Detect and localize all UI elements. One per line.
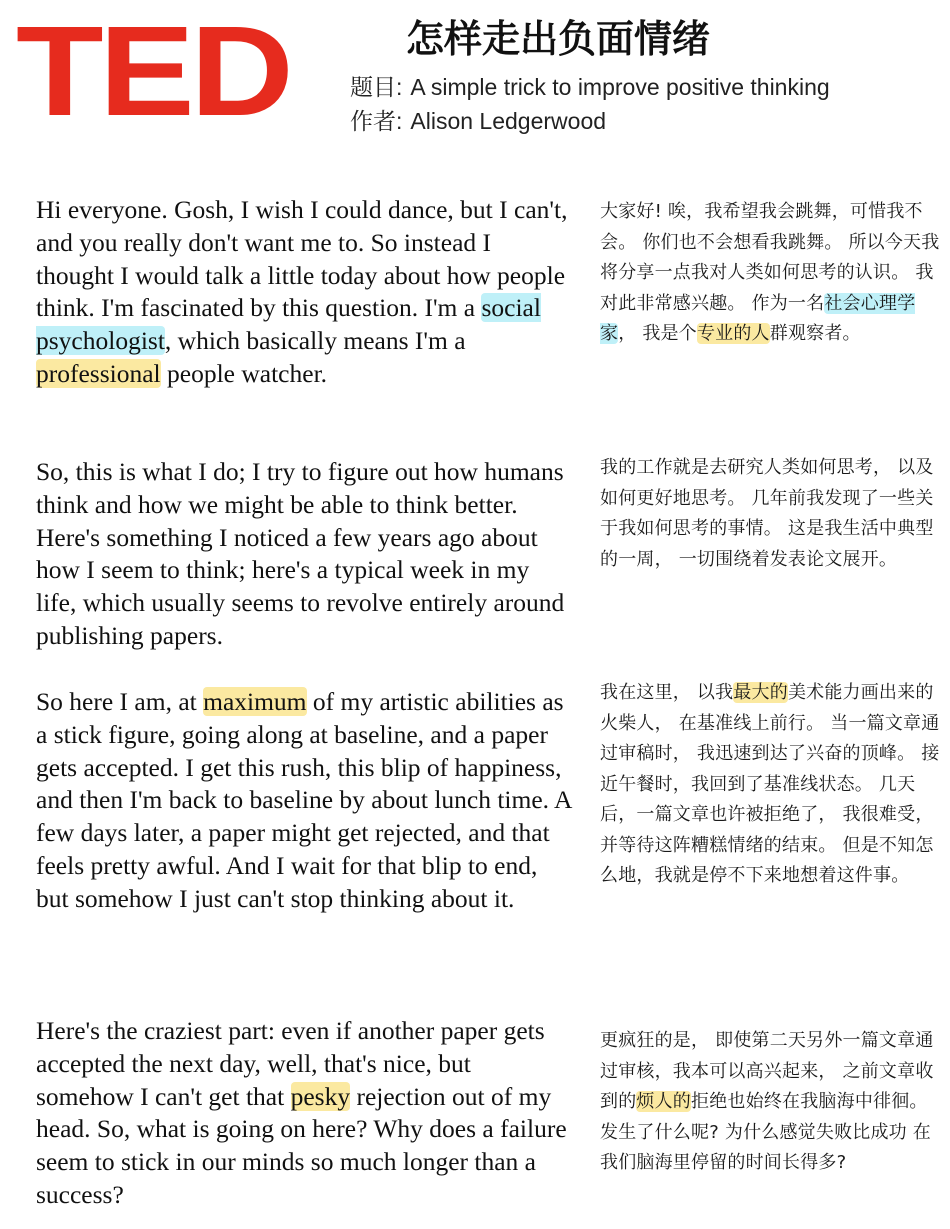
document-header (350, 14, 940, 138)
chinese-paragraph-2: 我的工作就是去研究人类如何思考， 以及如何更好地思考。 几年前我发现了一些关于我如何思考的事情。 这是我生活中典型的一周， 一切围绕着发表论文展开。 (600, 457, 934, 570)
english-paragraph-1 (36, 194, 572, 391)
chinese-paragraph-1 (600, 197, 940, 350)
chinese-paragraph-4 (600, 1026, 940, 1179)
text-run: 我在这里， 以我 (600, 682, 734, 703)
topic-line (350, 70, 940, 104)
text-run: 大家好! 唉，我希望我会跳舞，可惜我不会。 你们也不会想看我跳舞。 所以今天我将分享一点我对人类如何思考的认识。 我对此非常感兴趣。 作为一名 (600, 201, 940, 314)
highlight-social-psychologist-zh: 社会心理学家 (600, 292, 916, 344)
page-title: 怎样走出负面情绪 (406, 17, 711, 61)
text-run: So here I am, at (36, 687, 204, 716)
text-run: 拒绝也始终在我脑海中徘徊。 发生了什么呢? 为什么感觉失败比成功 在我们脑海里停留的时间长得多? (600, 1091, 931, 1173)
text-run: , which basically means I'm a (164, 326, 466, 356)
text-run: 更疯狂的是， 即使第二天另外一篇文章通过审核，我本可以高兴起来， 之前文章收到的 (600, 1030, 934, 1112)
text-run: Here's the craziest part: even if another paper gets accepted the next day, well, that's nice, but somehow I can't get that (36, 1016, 545, 1111)
highlight-social-psychologist: social psychologist (36, 293, 541, 356)
text-run: Hi everyone. Gosh, I wish I could dance, but I can't, and you really don't want me to. So instead I thought I would talk a little today about how people think. I'm fascinated by this question. I'm a (36, 195, 568, 323)
highlight-pesky: pesky (290, 1081, 351, 1111)
ted-logo: TED (16, 0, 290, 143)
text-run: 群观察者。 (769, 323, 861, 344)
topic-label: 题目: (350, 74, 403, 100)
chinese-paragraph-3 (600, 678, 940, 892)
text-run: 美术能力画出来的火柴人， 在基准线上前行。 当一篇文章通过审稿时， 我迅速到达了兴奋的顶峰。 接近午餐时，我回到了基准线状态。 几天后，一篇文章也许被拒绝了， 我很难受， 并等待这阵糟糕情绪的结束。 但是不知怎么地，我就是停不下来地想着这件事。 (600, 682, 940, 886)
highlight-professional: professional (36, 358, 161, 388)
author-line (350, 104, 940, 138)
highlight-maximum: maximum (203, 687, 307, 716)
highlight-pesky-zh: 烦人的 (636, 1091, 692, 1112)
english-paragraph-3 (36, 686, 572, 916)
highlight-maximum-zh: 最大的 (733, 682, 788, 703)
topic-value: A simple trick to improve positive thinking (410, 74, 830, 100)
text-run: of my artistic abilities as a stick figure, going along at baseline, and a paper gets accepted. I get this rush, this blip of happiness, and then I'm back to baseline by about lunch time. A few days later, a paper might get rejected, and that feels pretty awful. And I wait for that blip to end, but somehow I just can't stop thinking about it. (36, 687, 572, 913)
english-paragraph-2: So, this is what I do; I try to figure out how humans think and how we might be able to think better. Here's something I noticed a few years ago about how I seem to think; here's a typical week in my life, which usually seems to revolve entirely around publishing papers. (36, 457, 565, 650)
author-label: 作者: (350, 108, 403, 134)
english-paragraph-4 (36, 1015, 572, 1212)
author-value: Alison Ledgerwood (410, 108, 607, 134)
text-run: rejection out of my head. So, what is going on here? Why does a failure seem to stick in our minds so much longer than a success? (36, 1081, 567, 1209)
text-run: ， 我是个 (618, 323, 697, 344)
text-run: people watcher. (160, 358, 328, 388)
highlight-professional-zh: 专业的人 (696, 323, 770, 344)
